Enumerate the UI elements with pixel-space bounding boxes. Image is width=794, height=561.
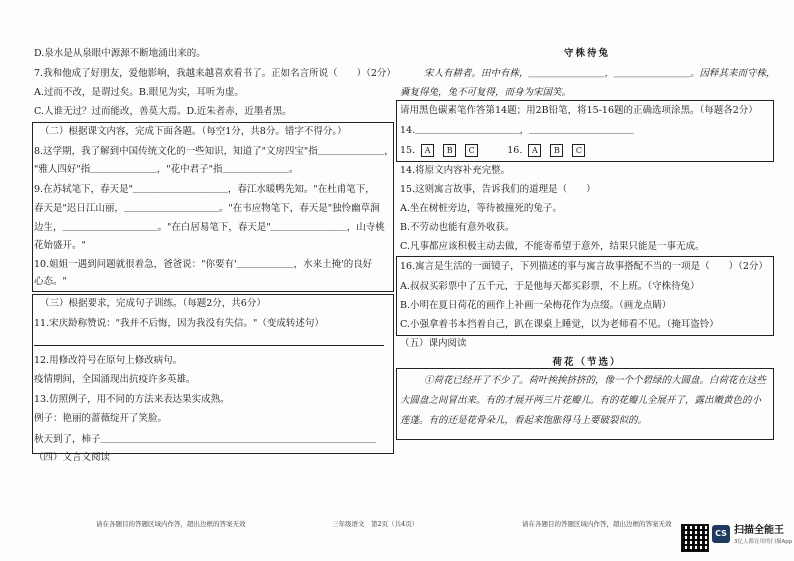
question-11: 11.宋庆龄称赞说："我并不后悔，因为我没有失信。"（变成转述句） [34, 318, 324, 329]
q16-option-c[interactable]: C [572, 144, 585, 157]
q16-option-b[interactable]: B [550, 144, 563, 157]
question-9-line-4: 花始盛开。" [34, 240, 86, 251]
question-15-bubbles [400, 144, 588, 157]
answer-card-note: 请用黑色碳素笔作答第14题；用2B铅笔，将15-16题的正确选项涂黑。（每题各2分） [400, 105, 758, 116]
question-10-line-1: 10.姐姐一遇到问题就很着急，爸爸说："你要有'＿＿＿＿＿＿，水来土掩'的良好 [34, 259, 373, 270]
q16-option-a[interactable]: A [528, 144, 541, 157]
question-15: 15.这则寓言故事，告诉我们的道理是（ ） [400, 184, 596, 195]
section-3-heading: （三）根据要求，完成句子训练。（每题2分，共6分） [40, 298, 266, 309]
question-16: 16.寓言是生活的一面镜子，下列描述的事与寓言故事搭配不当的一项是（ ）（2分） [400, 261, 768, 272]
question-8-line-1: 8.这学期，我了解到中国传统文化的一些知识，知道了"文房四宝"指＿＿＿＿＿＿＿， [34, 146, 394, 157]
question-14-answer[interactable]: 14.＿＿＿＿＿＿＿＿＿＿＿，＿＿＿＿＿＿＿＿＿＿＿ [400, 125, 634, 136]
q15-option-a[interactable]: A [421, 144, 434, 157]
passage-line-2: 大圆盘之间冒出来。有的才展开两三片花瓣儿。有的花瓣儿全展开了，露出嫩黄色的小 [400, 395, 762, 406]
question-15-option-b: B.不劳动也能有意外收获。 [400, 222, 515, 233]
question-12-sentence: 疫情期间，全国涌现出抗疫许多英雄。 [34, 374, 196, 385]
option-d: D.泉水是从泉眼中源源不断地涌出来的。 [34, 48, 206, 59]
question-7-options-ab: A.过而不改，是谓过矣。B.眼见为实，耳听为虚。 [34, 87, 244, 98]
question-15-option-c: C.凡事都应该积极主动去做，不能寄希望于意外，结果只能是一事无成。 [400, 241, 705, 252]
question-16-option-c: C.小强拿着书本挡着自己，趴在课桌上睡觉，以为老师看不见。（掩耳盗铃） [400, 319, 719, 330]
question-13-fill[interactable]: 秋天到了，柿子＿＿＿＿＿＿＿＿＿＿＿＿＿＿＿＿＿＿＿＿＿＿＿＿＿＿＿＿＿ [34, 434, 377, 445]
section-4-heading: （四）文言文阅读 [34, 452, 111, 463]
question-10-line-2: 心态。" [34, 276, 67, 287]
passage-line-1: ①荷花已经开了不少了。荷叶挨挨挤挤的，像一个个碧绿的大圆盘。白荷花在这些 [424, 375, 767, 386]
question-12: 12.用修改符号在原句上修改病句。 [34, 355, 183, 366]
question-9-line-2: 春天是"迟日江山丽，＿＿＿＿＿＿＿＿＿＿。"在韦应物笔下，春天是"独怜幽草涧 [34, 203, 380, 214]
question-7: 7.我和他成了好朋友，爱他影响，我越来越喜欢看书了。正如名言所说（ ）（2分） [34, 68, 396, 79]
poem-title: 守株待兔 [563, 48, 610, 59]
question-15-label: 15. [400, 145, 416, 156]
question-13-example: 例子：艳丽的蔷薇绽开了笑脸。 [34, 413, 168, 424]
passage-title: 荷花（节选） [552, 357, 622, 368]
question-14: 14.将原文内容补充完整。 [400, 165, 511, 176]
question-11-answer-line[interactable] [34, 345, 384, 346]
footer-right-note: 请在各题目的答题区域内作答，超出边框的答案无效 [522, 520, 672, 528]
passage-line-3: 莲蓬。有的还是花骨朵儿，看起来饱胀得马上要破裂似的。 [400, 415, 648, 426]
footer-page-number: 三年级语文 第2页（共4页） [332, 520, 419, 528]
poem-line-2: 冀复得兔，兔不可复得，而身为宋国笑。 [400, 87, 572, 98]
question-13: 13.仿照例子，用不同的方法来表达果实成熟。 [34, 394, 230, 405]
footer-left-note: 请在各题目的答题区域内作答，超出边框的答案无效 [96, 520, 246, 528]
poem-line-1: 宋人有耕者。田中有株，＿＿＿＿＿＿＿＿，＿＿＿＿＿＿＿＿。因释其耒而守株， [424, 68, 776, 79]
camscanner-logo-icon: CS [712, 525, 730, 543]
qr-code-icon [681, 524, 709, 552]
question-7-options-cd: C.人谁无过？过而能改，善莫大焉。D.近朱者赤，近墨者黑。 [34, 106, 292, 117]
q15-option-c[interactable]: C [465, 144, 478, 157]
scanner-app-name: 扫描全能王 [734, 525, 784, 536]
question-9-line-1: 9.在苏轼笔下，春天是"＿＿＿＿＿＿＿＿＿＿，春江水暖鸭先知。"在杜甫笔下， [34, 184, 375, 195]
section-5-heading: （五）课内阅读 [400, 338, 467, 349]
question-16-option-a: A.叔叔买彩票中了五千元，于是他每天都买彩票，不上班。（守株待兔） [400, 281, 700, 292]
question-16-label: 16. [507, 145, 523, 156]
question-8-line-2: "雅人四好"指＿＿＿＿＿＿＿，"花中君子"指＿＿＿＿＿＿＿。 [34, 164, 299, 175]
question-16-option-b: B.小明在夏日荷花的画作上补画一朵梅花作为点缀。（画龙点睛） [400, 300, 672, 311]
q15-option-b[interactable]: B [443, 144, 456, 157]
question-9-line-3: 边生，＿＿＿＿＿＿＿＿＿＿。"在白居易笔下，春天是"＿＿＿＿＿＿＿＿，山寺桃 [34, 222, 385, 233]
section-2-heading: （二）根据课文内容，完成下面各题。（每空1分，共8分。错字不得分。） [40, 126, 347, 137]
question-15-option-a: A.坐在树桩旁边，等待被撞死的兔子。 [400, 203, 562, 214]
scanner-app-tagline: 3亿人都在用的扫描App [734, 539, 793, 545]
